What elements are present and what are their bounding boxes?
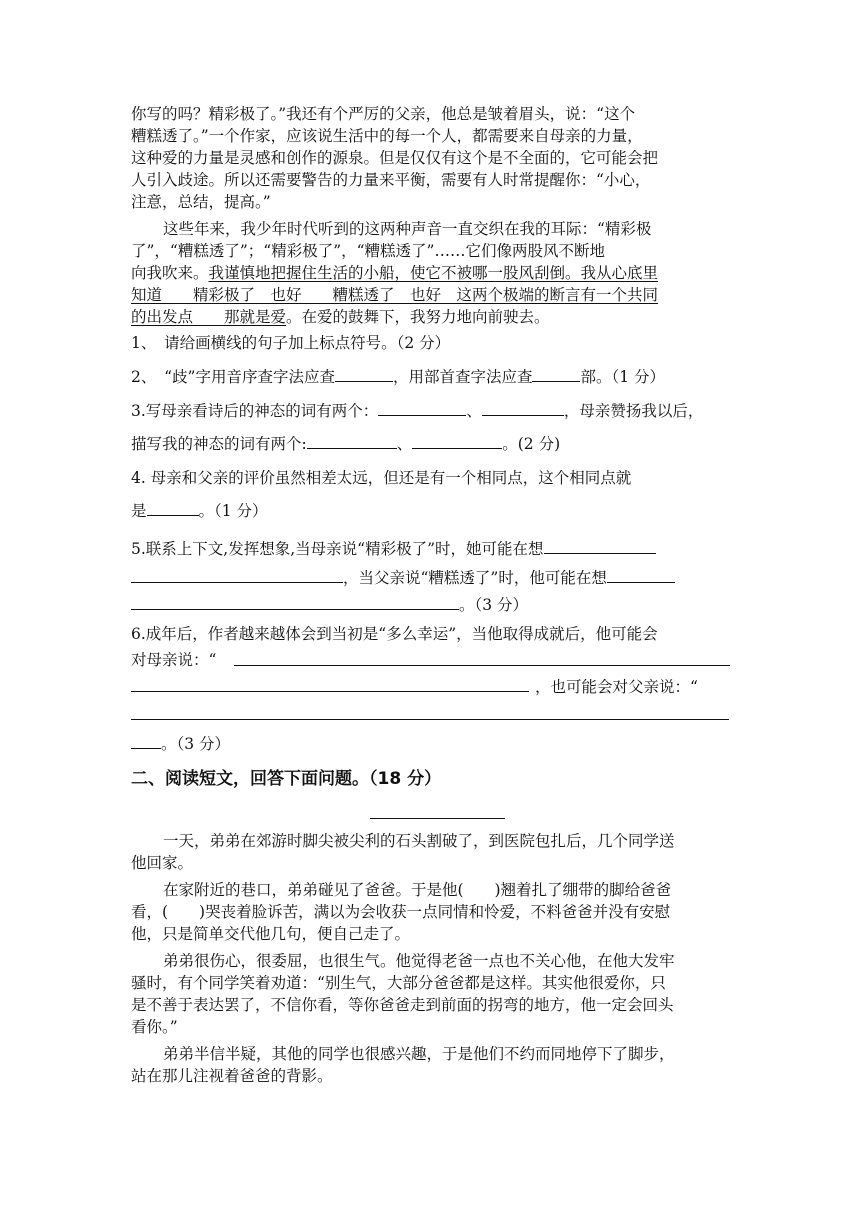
passage-text: 。在爱的鼓舞下，我努力地向前驶去。 xyxy=(286,308,550,326)
question-text: ，母亲赞扬我以后， xyxy=(563,402,704,420)
question-text: 5.联系上下文,发挥想象,当母亲说“精彩极了”时，她可能在想 xyxy=(131,540,544,558)
story-line: 弟弟很伤心，很委屈，也很生气。他觉得老爸一点也不关心他，在他大发牢 xyxy=(163,952,675,970)
question-text: 、 xyxy=(396,435,413,453)
story-line: 在家附近的巷口，弟弟碰见了爸爸。于是他( )翘着扎了绷带的脚给爸爸 xyxy=(163,881,672,899)
passage-text: 向我吹来。 xyxy=(131,264,209,282)
passage-line: 糟糕透了。”一个作家，应该说生活中的每一个人，都需要来自母亲的力量， xyxy=(131,127,643,145)
question-6-mother xyxy=(131,650,216,670)
story-line: 是不善于表达罢了，不信你看，等你爸爸走到前面的拐弯的地方，他一定会回头 xyxy=(131,996,674,1014)
answer-blank[interactable] xyxy=(378,400,466,416)
question-6-end xyxy=(131,733,230,754)
story-line: 看你。” xyxy=(131,1018,178,1036)
question-text: 2、 “歧”字用音序查字法应查 xyxy=(131,368,335,386)
answer-blank[interactable] xyxy=(131,567,343,583)
answer-blank[interactable] xyxy=(544,538,656,554)
question-1: 1、 请给画横线的句子加上标点符号。（2 分） xyxy=(131,334,451,352)
question-5-end xyxy=(131,594,528,615)
passage-line xyxy=(131,307,550,327)
answer-line[interactable] xyxy=(131,691,529,692)
question-text: 对母亲说：“ xyxy=(131,651,217,669)
passage-line: 这些年来，我少年时代听到的这两种声音一直交织在我的耳际：“精彩极 xyxy=(163,220,652,238)
story-line: 骚时，有个同学笑着劝道：“别生气，大部分爸爸都是这样。其实他很爱你，只 xyxy=(131,974,666,992)
passage-line: 这种爱的力量是灵感和创作的源泉。但是仅仅有这个是不全面的，它可能会把 xyxy=(131,149,659,167)
question-text: 3.写母亲看诗后的神态的词有两个： xyxy=(131,402,379,420)
question-text: ，当父亲说“糟糕透了”时，他可能在想 xyxy=(343,569,607,587)
answer-blank[interactable] xyxy=(532,366,580,382)
story-line: 看，( )哭丧着脸诉苦，满以为会收获一点同情和怜爱，不料爸爸并没有安慰 xyxy=(131,903,671,921)
question-text: 、 xyxy=(466,402,482,420)
passage-line: 了”，“糟糕透了”；“精彩极了”，“糟糕透了”……它们像两股风不断地 xyxy=(131,242,605,260)
question-2 xyxy=(131,366,665,387)
underlined-sentence: 知道 精彩极了 也好 糟糕透了 也好 这两个极端的断言有一个共同 xyxy=(131,286,659,304)
section-heading: 二、阅读短文，回答下面问题。（18 分） xyxy=(131,769,442,789)
question-5 xyxy=(131,538,656,559)
story-line: 他回家。 xyxy=(131,854,194,872)
question-6-father: ，也可能会对父亲说：“ xyxy=(535,678,698,696)
underlined-sentence: 的出发点 那就是爱 xyxy=(131,308,287,326)
question-text: 。(2 分) xyxy=(502,435,561,453)
question-text: 是 xyxy=(131,502,147,520)
question-6: 6.成年后，作者越来越体会到当初是“多么幸运”，当他取得成就后，他可能会 xyxy=(131,625,658,643)
passage-line xyxy=(131,263,658,283)
answer-blank[interactable] xyxy=(307,433,397,449)
question-4-cont xyxy=(131,500,268,521)
answer-blank[interactable] xyxy=(147,500,199,516)
answer-line[interactable] xyxy=(131,719,729,720)
answer-blank[interactable] xyxy=(131,594,459,610)
passage-line: 人引入歧途。所以还需要警告的力量来平衡，需要有人时常提醒你：“小心， xyxy=(131,171,651,189)
answer-blank[interactable] xyxy=(335,366,393,382)
answer-blank[interactable] xyxy=(482,400,564,416)
passage-line: 你写的吗？精彩极了。”我还有个严厉的父亲，他总是皱着眉头，说：“这个 xyxy=(131,105,636,123)
question-text: 。（3 分） xyxy=(459,596,529,614)
question-4: 4. 母亲和父亲的评价虽然相差太远，但还是有一个相同点，这个相同点就 xyxy=(131,469,632,487)
story-line: 他，只是简单交代他几句，便自己走了。 xyxy=(131,925,411,943)
question-text: 。（1 分） xyxy=(198,502,268,520)
answer-blank[interactable] xyxy=(607,567,675,583)
question-text: 描写我的神态的词有两个: xyxy=(131,435,307,453)
underlined-sentence: 我谨慎地把握住生活的小船，使它不被哪一股风刮倒。 xyxy=(208,264,581,282)
question-text: 。（3 分） xyxy=(161,735,231,753)
answer-blank[interactable] xyxy=(412,433,502,449)
question-text: ，用部首查字法应查 xyxy=(392,368,533,386)
story-line: 一天，弟弟在郊游时脚尖被尖利的石头割破了，到医院包扎后，几个同学送 xyxy=(163,832,675,850)
question-3-cont xyxy=(131,433,560,454)
answer-blank[interactable] xyxy=(131,733,161,749)
title-blank-line[interactable] xyxy=(370,818,505,819)
story-line: 站在那儿注视着爸爸的背影。 xyxy=(131,1067,333,1085)
underlined-sentence: 我从心底里 xyxy=(580,264,659,282)
passage-line: 注意，总结，提高。” xyxy=(131,193,271,211)
story-line: 弟弟半信半疑，其他的同学也很感兴趣，于是他们不约而同地停下了脚步， xyxy=(163,1045,675,1063)
answer-line[interactable] xyxy=(234,665,730,666)
question-text: 部。（1 分） xyxy=(580,368,666,386)
question-5-cont xyxy=(131,567,675,588)
question-3 xyxy=(131,400,703,421)
